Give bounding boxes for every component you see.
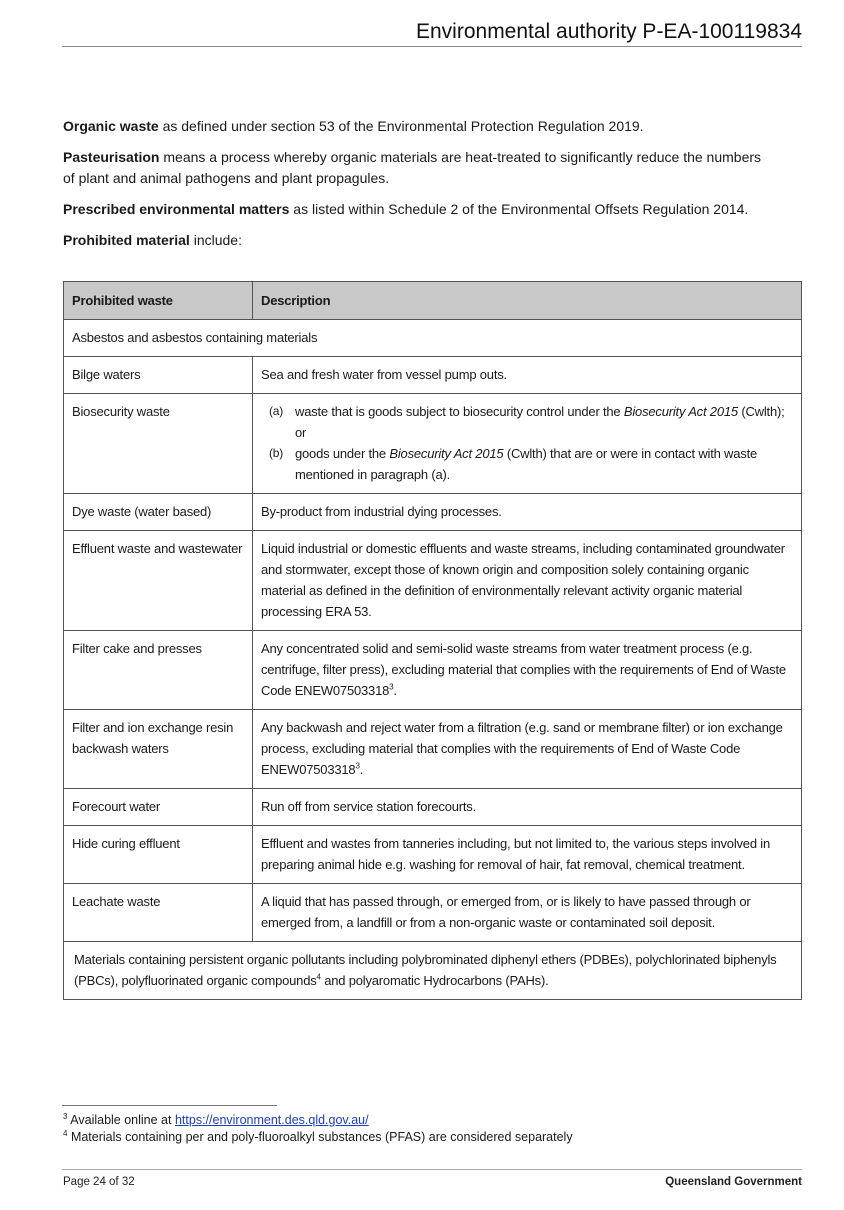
table-row [64, 789, 802, 826]
table-cell-waste: Hide curing effluent [64, 826, 253, 884]
table-cell-full: Asbestos and asbestos containing materials [64, 320, 802, 357]
footnote [63, 1129, 573, 1146]
item-text: (Cwlth) that are or were in contact with waste mentioned in paragraph (a). [295, 446, 758, 482]
table-row [64, 942, 802, 1000]
table-row [64, 531, 802, 631]
table-cell-description: Liquid industrial or domestic effluents and waste streams, including contaminated groundwater and stormwater, except those of known origin and composition solely containing organic material as defined in the definition of environmentally relevant activity organic material processing ERA 53. [253, 531, 802, 631]
table-cell-waste: Forecourt water [64, 789, 253, 826]
table-cell-waste: Leachate waste [64, 884, 253, 942]
definition-term: Prohibited material [63, 232, 190, 248]
footnote-divider [62, 1105, 277, 1106]
table-cell-full [64, 942, 802, 1000]
column-header-description: Description [253, 282, 802, 320]
item-text: waste that is goods subject to biosecurity control under the [295, 404, 624, 419]
list-marker: (a) [269, 404, 284, 418]
table-cell-description: Sea and fresh water from vessel pump outs. [253, 357, 802, 394]
table-cell-description: By-product from industrial dying processes. [253, 494, 802, 531]
description-tail: . [393, 683, 397, 698]
table-cell-description: Effluent and wastes from tanneries including, but not limited to, the various steps involved in preparing animal hide e.g. washing for removal of hair, fat removal, chemical treatment. [253, 826, 802, 884]
footnote-ref: 3 [355, 761, 360, 771]
definition-text: means a process whereby organic materials are heat-treated to significantly reduce the numbers of plant and animal pathogens and plant propagules. [63, 149, 762, 186]
page-number: Page 24 of 32 [63, 1176, 135, 1188]
definition [63, 116, 763, 137]
document-title: Environmental authority P-EA-100119834 [415, 20, 802, 43]
footnote-text: Available online at [70, 1113, 175, 1127]
table-header-row [64, 282, 802, 320]
prohibited-material-table [63, 281, 802, 1000]
act-name: Biosecurity Act 2015 [623, 404, 738, 419]
definition-text: include: [189, 232, 242, 248]
definition [63, 199, 763, 220]
footnotes [63, 1112, 573, 1146]
list-marker: (b) [269, 446, 284, 460]
list-item [261, 443, 793, 485]
description-text: Any concentrated solid and semi-solid waste streams from water treatment process (e.g. centrifuge, filter press), excluding material that complies with the requirements of End of Waste Code ENEW07503318 [261, 641, 786, 698]
table-cell-waste: Effluent waste and wastewater [64, 531, 253, 631]
footnote-ref: 4 [316, 972, 321, 982]
list-item [261, 401, 793, 443]
definition-text: as listed within Schedule 2 of the Environmental Offsets Regulation 2014. [289, 201, 749, 217]
table-row [64, 320, 802, 357]
table-row [64, 710, 802, 789]
table-cell-description: Run off from service station forecourts. [253, 789, 802, 826]
definition-term: Pasteurisation [63, 149, 160, 165]
description-tail: . [359, 762, 364, 777]
table-row [64, 357, 802, 394]
item-text: goods under the [295, 446, 390, 461]
table-cell-description [253, 710, 802, 789]
description-tail: and polyaromatic Hydrocarbons (PAHs). [320, 973, 549, 988]
act-name: Biosecurity Act 2015 [389, 446, 504, 461]
table-cell-waste: Filter cake and presses [64, 631, 253, 710]
definition [63, 147, 763, 189]
table-cell-description: A liquid that has passed through, or emerged from, or is likely to have passed through or emerged from, a landfill or from a non-organic waste or contaminated soil deposit. [253, 884, 802, 942]
definition [63, 230, 763, 251]
table-row [64, 826, 802, 884]
table-row [64, 494, 802, 531]
definition-term: Organic waste [63, 118, 159, 134]
definition-term: Prescribed environmental matters [63, 201, 290, 217]
footnote [63, 1112, 573, 1129]
table-row [64, 631, 802, 710]
table-row [64, 884, 802, 942]
table-cell-waste: Filter and ion exchange resin backwash waters [64, 710, 253, 789]
table-cell-waste: Bilge waters [64, 357, 253, 394]
column-header-waste: Prohibited waste [64, 282, 253, 320]
definition-text: as defined under section 53 of the Environmental Protection Regulation 2019. [158, 118, 644, 134]
footnote-ref: 3 [389, 682, 394, 692]
table-cell-waste: Dye waste (water based) [64, 494, 253, 531]
table-row [64, 394, 802, 494]
footnote-text: Materials containing per and poly-fluoroalkyl substances (PFAS) are considered separately [70, 1130, 573, 1144]
item-text: (Cwlth); or [295, 404, 785, 440]
table-cell-description [253, 631, 802, 710]
table-cell-waste: Biosecurity waste [64, 394, 253, 494]
definitions [63, 116, 763, 261]
organisation-name: Queensland Government [665, 1176, 802, 1188]
footnote-link[interactable]: https://environment.des.qld.gov.au/ [174, 1113, 369, 1127]
description-text: Materials containing persistent organic pollutants including polybrominated diphenyl ethers (PDBEs), polychlorinated biphenyls (PBCs), polyfluorinated organic compounds [74, 952, 777, 988]
footnote-number: 3 [63, 1111, 68, 1121]
biosecurity-list [261, 401, 793, 485]
description-text: Any backwash and reject water from a filtration (e.g. sand or membrane filter) or ion exchange process, excluding material that complies with the requirements of End of Waste Code ENEW07503318 [261, 720, 783, 777]
header-divider [62, 46, 802, 47]
footnote-number: 4 [63, 1128, 68, 1138]
table-cell-description [253, 394, 802, 494]
footer-divider [62, 1169, 802, 1170]
